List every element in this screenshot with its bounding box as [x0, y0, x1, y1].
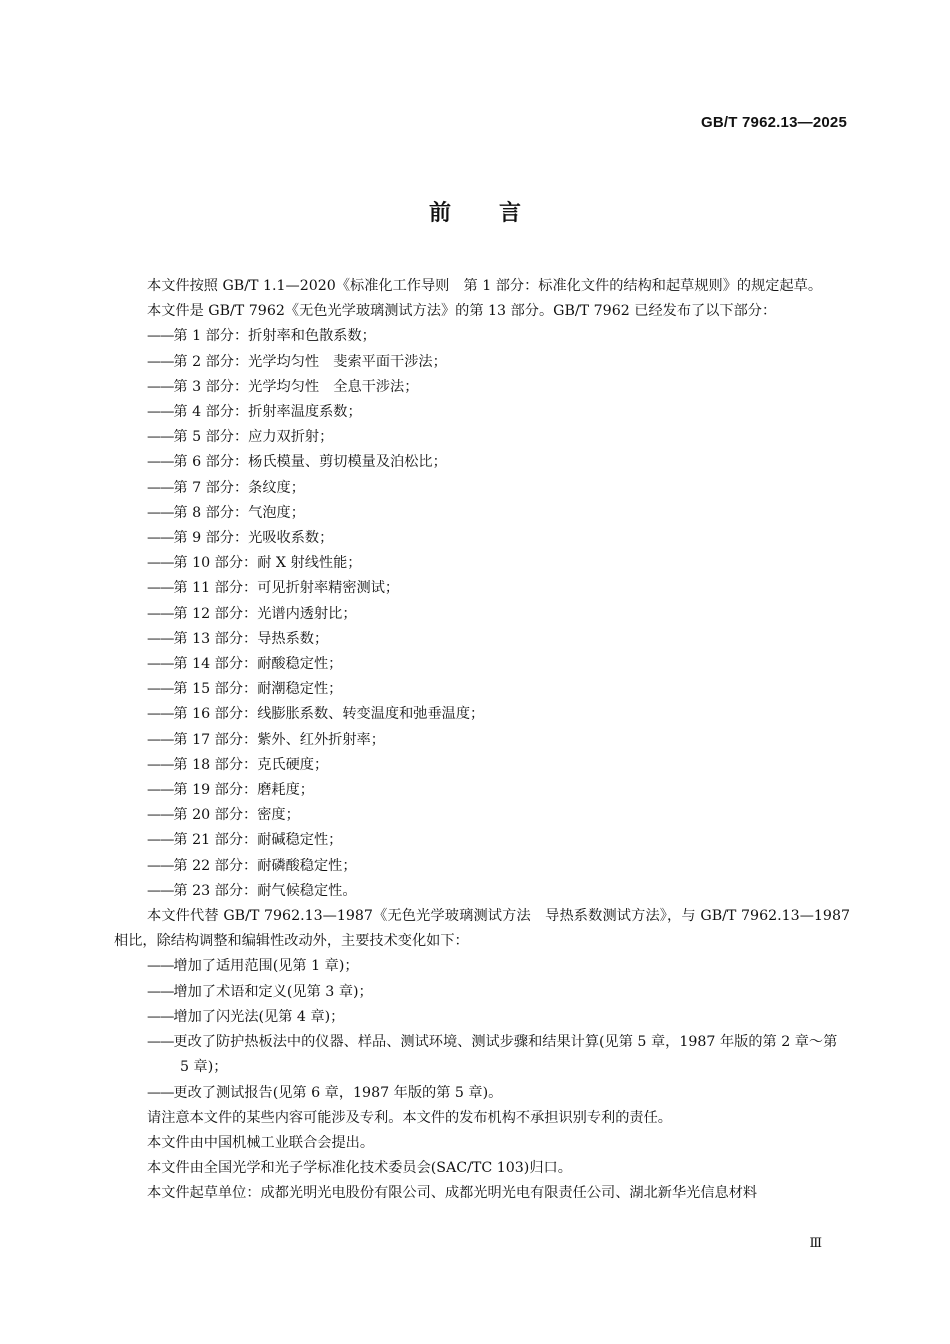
list-item: —— 第 5 部分：应力双折射； — [114, 425, 850, 450]
list-item: —— 第 19 部分：磨耗度； — [114, 778, 850, 803]
list-item: —— 第 12 部分：光谱内透射比； — [114, 602, 850, 627]
list-item: —— 第 14 部分：耐酸稳定性； — [114, 652, 850, 677]
paragraph-committee: 本文件由全国光学和光子学标准化技术委员会(SAC/TC 103)归口。 — [147, 1160, 572, 1177]
list-item: —— 增加了适用范围(见第 1 章)； — [114, 954, 850, 979]
title-char-2: 言 — [499, 201, 522, 226]
list-item: —— 增加了闪光法(见第 4 章)； — [114, 1005, 850, 1030]
list-item: —— 更改了测试报告(见第 6 章，1987 年版的第 5 章)。 — [114, 1081, 850, 1106]
list-item: —— 第 20 部分：密度； — [114, 803, 850, 828]
list-item: —— 更改了防护热板法中的仪器、样品、测试环境、测试步骤和结果计算(见第 5 章，1987 年版的第 2 章～第 5 章)； — [114, 1030, 850, 1080]
paragraph-replacement: 本文件代替 GB/T 7962.13—1987《无色光学玻璃测试方法 导热系数测试方法》，与 GB/T 7962.13—1987 相比，除结构调整和编辑性改动外，主要技术变化如下： — [114, 908, 850, 950]
page-number: Ⅲ — [809, 1236, 822, 1251]
list-item: —— 第 21 部分：耐碱稳定性； — [114, 828, 850, 853]
list-item: —— 第 8 部分：气泡度； — [114, 501, 850, 526]
paragraph-proposer: 本文件由中国机械工业联合会提出。 — [147, 1134, 375, 1151]
list-item: —— 第 3 部分：光学均匀性 全息干涉法； — [114, 375, 850, 400]
paragraph-drafting-rules: 本文件按照 GB/T 1.1—2020《标准化工作导则 第 1 部分：标准化文件的结构和起草规则》的规定起草。 — [147, 278, 823, 294]
list-item: —— 增加了术语和定义(见第 3 章)； — [114, 980, 850, 1005]
list-item: —— 第 2 部分：光学均匀性 斐索平面干涉法； — [114, 350, 850, 375]
list-item: —— 第 13 部分：导热系数； — [114, 627, 850, 652]
list-item: —— 第 4 部分：折射率温度系数； — [114, 400, 850, 425]
paragraph-series-intro: 本文件是 GB/T 7962《无色光学玻璃测试方法》的第 13 部分。GB/T 7962 已经发布了以下部分： — [147, 303, 777, 320]
list-item: —— 第 22 部分：耐磷酸稳定性； — [114, 854, 850, 879]
list-item: —— 第 15 部分：耐潮稳定性； — [114, 677, 850, 702]
title-char-1: 前 — [428, 201, 451, 226]
list-item: —— 第 6 部分：杨氏模量、剪切模量及泊松比； — [114, 450, 850, 475]
list-item: —— 第 23 部分：耐气候稳定性。 — [114, 879, 850, 904]
list-item: —— 第 9 部分：光吸收系数； — [114, 526, 850, 551]
list-item: —— 第 1 部分：折射率和色散系数； — [114, 324, 850, 349]
paragraph-drafting-units: 本文件起草单位：成都光明光电股份有限公司、成都光明光电有限责任公司、湖北新华光信息材料 — [147, 1185, 758, 1202]
list-item: —— 第 11 部分：可见折射率精密测试； — [114, 576, 850, 601]
foreword-body — [114, 274, 850, 1207]
list-item: —— 第 18 部分：克氏硬度； — [114, 753, 850, 778]
standard-number: GB/T 7962.13—2025 — [701, 114, 847, 131]
page-title — [0, 196, 950, 227]
parts-list — [114, 324, 850, 904]
changes-list — [114, 954, 850, 1105]
paragraph-patent-notice: 请注意本文件的某些内容可能涉及专利。本文件的发布机构不承担识别专利的责任。 — [147, 1109, 672, 1126]
list-item: —— 第 17 部分：紫外、红外折射率； — [114, 728, 850, 753]
list-item: —— 第 7 部分：条纹度； — [114, 476, 850, 501]
list-item: —— 第 10 部分：耐 X 射线性能； — [114, 551, 850, 576]
list-item: —— 第 16 部分：线膨胀系数、转变温度和弛垂温度； — [114, 702, 850, 727]
